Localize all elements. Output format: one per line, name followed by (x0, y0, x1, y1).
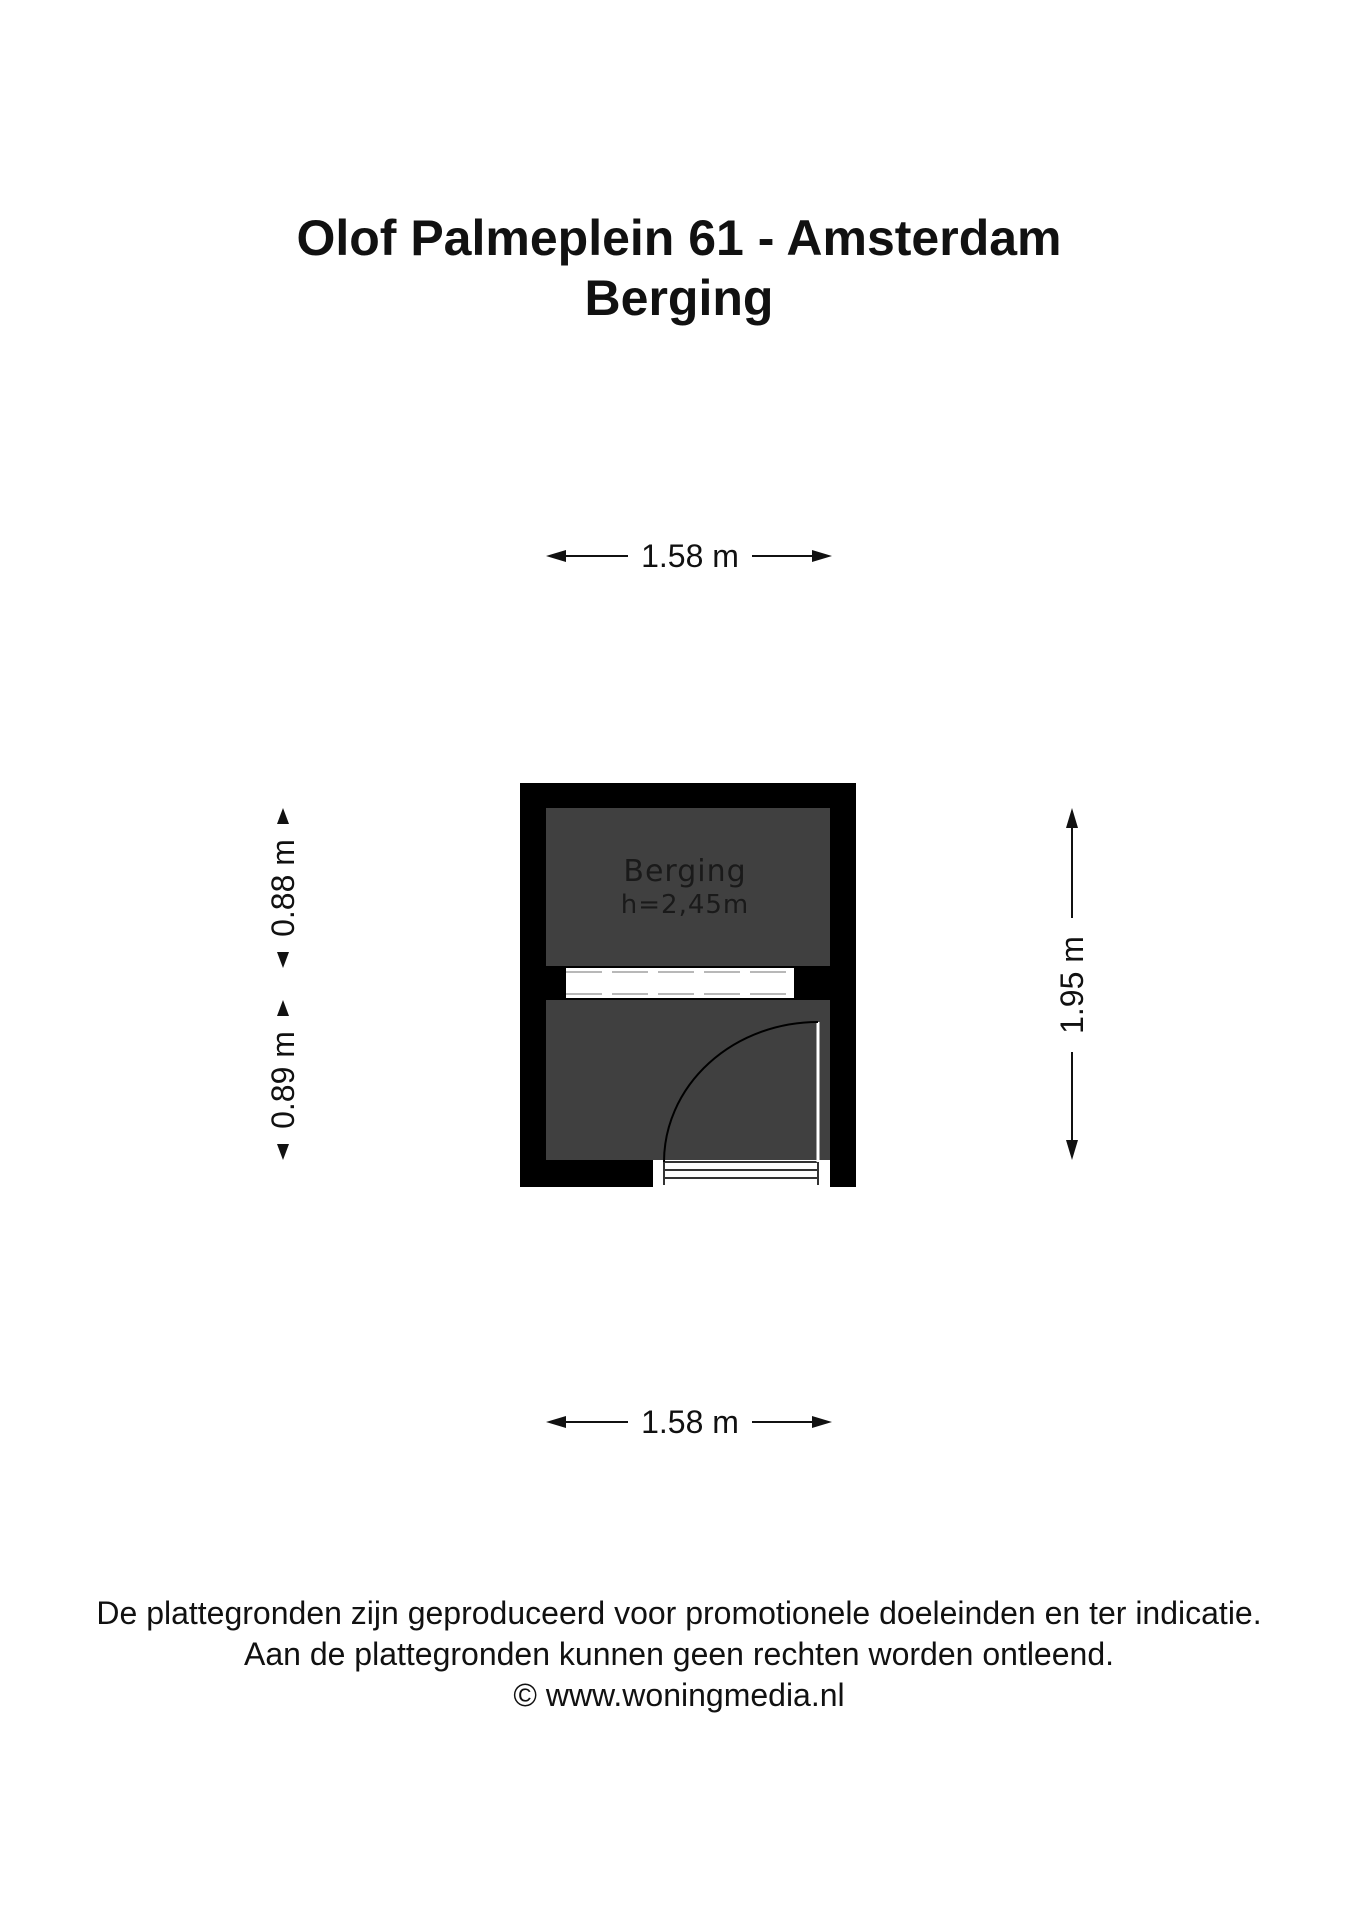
door-opening (653, 1160, 830, 1187)
disclaimer-line-2: Aan de plattegronden kunnen geen rechten worden ontleend. (243, 1636, 1114, 1672)
room-name: Berging (623, 854, 747, 889)
floor-title: Berging (584, 270, 774, 326)
top-width-label: 1.58 m (641, 538, 739, 574)
left-lower-label: 0.89 m (265, 1031, 301, 1129)
right-depth-label: 1.95 m (1054, 936, 1090, 1034)
room-height: h=2,45m (620, 890, 750, 920)
disclaimer-line-1: De plattegronden zijn geproduceerd voor promotionele doeleinden en ter indicatie. (96, 1595, 1262, 1631)
copyright: © www.woningmedia.nl (513, 1677, 845, 1713)
bottom-width-label: 1.58 m (641, 1404, 739, 1440)
plan-title: Olof Palmeplein 61 - Amsterdam (296, 210, 1062, 266)
left-upper-label: 0.88 m (265, 839, 301, 937)
